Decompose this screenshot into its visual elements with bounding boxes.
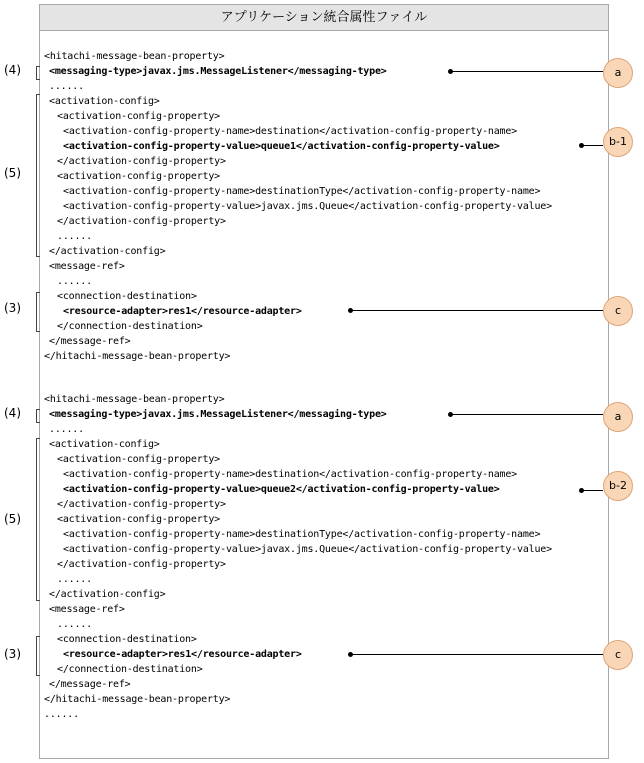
code-line: ...... bbox=[57, 276, 92, 287]
code-line: </activation-config-property> bbox=[57, 216, 226, 227]
code-line: ...... bbox=[49, 81, 84, 92]
bracket bbox=[36, 66, 40, 80]
code-line: <activation-config> bbox=[49, 439, 160, 450]
code-line: <activation-config-property-name>destination</activation-config-property-name> bbox=[63, 469, 517, 480]
bracket bbox=[36, 636, 40, 676]
code-line: <message-ref> bbox=[49, 261, 125, 272]
code-line: ...... bbox=[49, 424, 84, 435]
code-line: </activation-config-property> bbox=[57, 156, 226, 167]
callout-line bbox=[582, 490, 603, 491]
code-line: <activation-config-property-value>queue2</activation-config-property-value> bbox=[63, 484, 500, 495]
code-line: ...... bbox=[57, 231, 92, 242]
code-line: <activation-config-property> bbox=[57, 171, 220, 182]
bracket-label: (4) bbox=[4, 63, 21, 77]
callout-c: c bbox=[603, 296, 633, 326]
panel-title: アプリケーション統合属性ファイル bbox=[40, 5, 608, 31]
code-line: <activation-config-property-name>destinationType</activation-config-property-name> bbox=[63, 186, 541, 197]
bracket bbox=[36, 292, 40, 332]
code-line: <resource-adapter>res1</resource-adapter> bbox=[63, 306, 302, 317]
callout-line bbox=[351, 654, 603, 655]
bracket-label: (4) bbox=[4, 406, 21, 420]
bracket-label: (5) bbox=[4, 166, 21, 180]
callout-line bbox=[351, 310, 603, 311]
code-line: <activation-config-property-name>destinationType</activation-config-property-name> bbox=[63, 529, 541, 540]
code-line: ...... bbox=[57, 574, 92, 585]
code-line: ...... bbox=[57, 619, 92, 630]
callout-line bbox=[451, 71, 603, 72]
callout-b-2: b-2 bbox=[603, 471, 633, 501]
callout-a: a bbox=[603, 402, 633, 432]
code-line: </message-ref> bbox=[49, 679, 131, 690]
code-line: <connection-destination> bbox=[57, 634, 197, 645]
code-line: </connection-destination> bbox=[57, 321, 203, 332]
code-line: <activation-config-property-value>queue1</activation-config-property-value> bbox=[63, 141, 500, 152]
code-line: <hitachi-message-bean-property> bbox=[44, 394, 225, 405]
code-line: </activation-config-property> bbox=[57, 499, 226, 510]
code-line: <connection-destination> bbox=[57, 291, 197, 302]
bracket-label: (5) bbox=[4, 512, 21, 526]
code-line: <hitachi-message-bean-property> bbox=[44, 51, 225, 62]
code-line: </activation-config-property> bbox=[57, 559, 226, 570]
code-line: <messaging-type>javax.jms.MessageListener</messaging-type> bbox=[49, 409, 387, 420]
code-line: <activation-config-property-value>javax.jms.Queue</activation-config-property-value> bbox=[63, 201, 552, 212]
callout-b-1: b-1 bbox=[603, 127, 633, 157]
code-line: </hitachi-message-bean-property> bbox=[44, 694, 231, 705]
bracket-label: (3) bbox=[4, 647, 21, 661]
code-line: <activation-config-property> bbox=[57, 514, 220, 525]
code-line: <message-ref> bbox=[49, 604, 125, 615]
code-line: ...... bbox=[44, 709, 79, 720]
code-line: <activation-config-property> bbox=[57, 454, 220, 465]
bracket-label: (3) bbox=[4, 301, 21, 315]
code-line: <activation-config-property> bbox=[57, 111, 220, 122]
code-line: <resource-adapter>res1</resource-adapter> bbox=[63, 649, 302, 660]
callout-line bbox=[451, 414, 603, 415]
bracket bbox=[36, 409, 40, 423]
code-line: <activation-config-property-value>javax.jms.Queue</activation-config-property-value> bbox=[63, 544, 552, 555]
code-line: </activation-config> bbox=[49, 246, 166, 257]
callout-line bbox=[582, 145, 603, 146]
bracket bbox=[36, 94, 40, 257]
callout-a: a bbox=[603, 58, 633, 88]
callout-c: c bbox=[603, 640, 633, 670]
code-line: <activation-config-property-name>destination</activation-config-property-name> bbox=[63, 126, 517, 137]
code-line: </activation-config> bbox=[49, 589, 166, 600]
code-line: <activation-config> bbox=[49, 96, 160, 107]
bracket bbox=[36, 438, 40, 601]
code-line: </connection-destination> bbox=[57, 664, 203, 675]
code-line: </hitachi-message-bean-property> bbox=[44, 351, 231, 362]
code-line: <messaging-type>javax.jms.MessageListener</messaging-type> bbox=[49, 66, 387, 77]
code-line: </message-ref> bbox=[49, 336, 131, 347]
